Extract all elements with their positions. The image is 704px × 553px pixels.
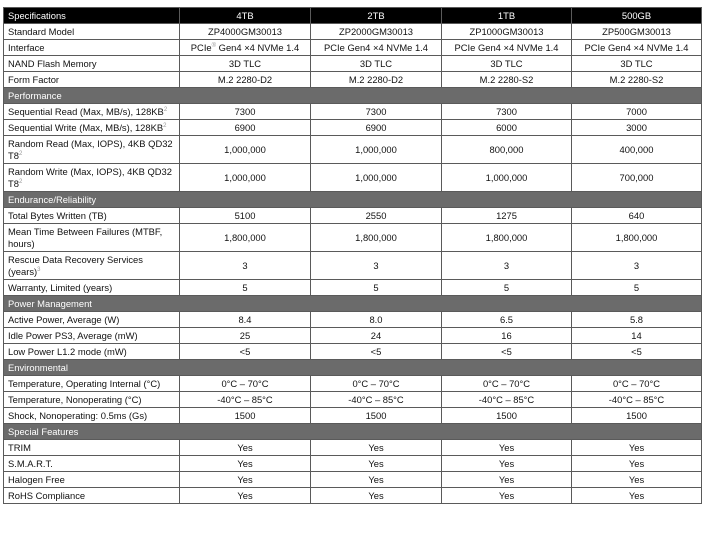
label-text: Random Write (Max, IOPS), 4KB QD32 T8	[8, 165, 172, 189]
cell-value: 7300	[442, 104, 572, 120]
cell-value: 1,800,000	[572, 224, 702, 252]
row-smart	[4, 456, 702, 472]
cell-value: 3	[572, 252, 702, 280]
cell-value: 1500	[442, 408, 572, 424]
cell-value: 1500	[180, 408, 311, 424]
cell-value: -40°C – 85°C	[572, 392, 702, 408]
cell-value: M.2 2280-S2	[572, 72, 702, 88]
cell-value: PCIe Gen4 ×4 NVMe 1.4	[442, 40, 572, 56]
section-title: Environmental	[4, 360, 702, 376]
footnote-mark: 2	[18, 178, 23, 185]
cell-value: 5	[572, 280, 702, 296]
label-text: Sequential Read (Max, MB/s), 128KB	[8, 105, 164, 117]
cell-value: Yes	[442, 456, 572, 472]
row-label: Shock, Nonoperating: 0.5ms (Gs)	[4, 408, 180, 424]
cell-value: 24	[311, 328, 442, 344]
cell-value: ZP500GM30013	[572, 24, 702, 40]
cell-value: 3	[180, 252, 311, 280]
row-label: Mean Time Between Failures (MTBF, hours)	[4, 224, 180, 252]
cell-value: 400,000	[572, 136, 702, 164]
cell-value: 3D TLC	[572, 56, 702, 72]
cell-value: 1,000,000	[442, 164, 572, 192]
row-interface	[4, 40, 702, 56]
cell-value: 1275	[442, 208, 572, 224]
cell-value: PCIe Gen4 ×4 NVMe 1.4	[572, 40, 702, 56]
cell-value: 7300	[311, 104, 442, 120]
row-form-factor	[4, 72, 702, 88]
cell-value: 5.8	[572, 312, 702, 328]
interface-rest: Gen4 ×4 NVMe 1.4	[218, 41, 300, 53]
cell-value: ZP4000GM30013	[180, 24, 311, 40]
section-environmental	[4, 360, 702, 376]
row-label	[4, 136, 180, 164]
cell-value: PCIe® Gen4 ×4 NVMe 1.4	[180, 40, 311, 56]
cell-value: -40°C – 85°C	[442, 392, 572, 408]
row-label: Total Bytes Written (TB)	[4, 208, 180, 224]
cell-value: 7300	[180, 104, 311, 120]
cell-value: 3D TLC	[311, 56, 442, 72]
cell-value: 25	[180, 328, 311, 344]
cell-value: Yes	[311, 456, 442, 472]
capacity-500gb: 500GB	[572, 8, 702, 24]
cell-value: 6900	[311, 120, 442, 136]
cell-value: Yes	[311, 488, 442, 504]
row-label: Temperature, Operating Internal (°C)	[4, 376, 180, 392]
row-label	[4, 120, 180, 136]
cell-value: 5100	[180, 208, 311, 224]
cell-value: 1,000,000	[311, 164, 442, 192]
row-mtbf	[4, 224, 702, 252]
row-rohs	[4, 488, 702, 504]
cell-value: 3	[442, 252, 572, 280]
footnote-mark: 3	[37, 266, 41, 273]
cell-value: 0°C – 70°C	[572, 376, 702, 392]
cell-value: -40°C – 85°C	[180, 392, 311, 408]
cell-value: 1,800,000	[180, 224, 311, 252]
section-title: Performance	[4, 88, 702, 104]
cell-value: Yes	[572, 488, 702, 504]
row-active-power	[4, 312, 702, 328]
cell-value: 1500	[311, 408, 442, 424]
row-idle-power	[4, 328, 702, 344]
row-label	[4, 164, 180, 192]
cell-value: Yes	[180, 488, 311, 504]
row-label: Temperature, Nonoperating (°C)	[4, 392, 180, 408]
row-trim	[4, 440, 702, 456]
cell-value: Yes	[442, 472, 572, 488]
cell-value: 1,800,000	[442, 224, 572, 252]
footnote-mark: 2	[163, 106, 168, 113]
cell-value: 0°C – 70°C	[442, 376, 572, 392]
cell-value: Yes	[180, 472, 311, 488]
cell-value: M.2 2280-D2	[180, 72, 311, 88]
footnote-mark: 2	[163, 122, 167, 129]
row-rand-write	[4, 164, 702, 192]
cell-value: 16	[442, 328, 572, 344]
row-seq-read	[4, 104, 702, 120]
specifications-table	[3, 7, 702, 504]
label-text: Random Read (Max, IOPS), 4KB QD32 T8	[8, 137, 173, 161]
cell-value: M.2 2280-S2	[442, 72, 572, 88]
cell-value: 800,000	[442, 136, 572, 164]
row-label: Form Factor	[4, 72, 180, 88]
cell-value: <5	[180, 344, 311, 360]
row-tbw	[4, 208, 702, 224]
cell-value: 1,000,000	[180, 164, 311, 192]
cell-value: 5	[180, 280, 311, 296]
row-label	[4, 104, 180, 120]
row-label: Warranty, Limited (years)	[4, 280, 180, 296]
cell-value: Yes	[311, 472, 442, 488]
row-seq-write	[4, 120, 702, 136]
cell-value: 1,000,000	[180, 136, 311, 164]
row-label	[4, 252, 180, 280]
capacity-2tb: 2TB	[311, 8, 442, 24]
cell-value: ZP1000GM30013	[442, 24, 572, 40]
capacity-4tb: 4TB	[180, 8, 311, 24]
cell-value: 3D TLC	[442, 56, 572, 72]
section-title: Power Management	[4, 296, 702, 312]
cell-value: ZP2000GM30013	[311, 24, 442, 40]
registered-mark: ®	[211, 42, 217, 49]
row-halogen-free	[4, 472, 702, 488]
header-label: Specifications	[4, 8, 180, 24]
header-row	[4, 8, 702, 24]
row-standard-model	[4, 24, 702, 40]
cell-value: 0°C – 70°C	[180, 376, 311, 392]
cell-value: 8.4	[180, 312, 311, 328]
cell-value: M.2 2280-D2	[311, 72, 442, 88]
section-power	[4, 296, 702, 312]
row-warranty	[4, 280, 702, 296]
row-label: Halogen Free	[4, 472, 180, 488]
cell-value: 3	[311, 252, 442, 280]
row-label: S.M.A.R.T.	[4, 456, 180, 472]
cell-value: Yes	[572, 456, 702, 472]
row-label: NAND Flash Memory	[4, 56, 180, 72]
cell-value: 8.0	[311, 312, 442, 328]
row-temp-nonoperating	[4, 392, 702, 408]
cell-value: 6000	[442, 120, 572, 136]
cell-value: 3000	[572, 120, 702, 136]
section-title: Endurance/Reliability	[4, 192, 702, 208]
cell-value: Yes	[311, 440, 442, 456]
cell-value: 14	[572, 328, 702, 344]
row-label: Idle Power PS3, Average (mW)	[4, 328, 180, 344]
cell-value: Yes	[442, 440, 572, 456]
cell-value: Yes	[442, 488, 572, 504]
cell-value: 1500	[572, 408, 702, 424]
footnote-mark: 2	[18, 150, 23, 157]
cell-value: -40°C – 85°C	[311, 392, 442, 408]
row-low-power	[4, 344, 702, 360]
cell-value: 1,800,000	[311, 224, 442, 252]
row-nand	[4, 56, 702, 72]
cell-value: Yes	[572, 472, 702, 488]
label-text: Sequential Write (Max, MB/s), 128KB	[8, 121, 164, 133]
cell-value: PCIe Gen4 ×4 NVMe 1.4	[311, 40, 442, 56]
cell-value: Yes	[180, 440, 311, 456]
cell-value: 6900	[180, 120, 311, 136]
row-rescue	[4, 252, 702, 280]
capacity-1tb: 1TB	[442, 8, 572, 24]
section-performance	[4, 88, 702, 104]
cell-value: 3D TLC	[180, 56, 311, 72]
cell-value: 7000	[572, 104, 702, 120]
cell-value: 1,000,000	[311, 136, 442, 164]
row-label: Active Power, Average (W)	[4, 312, 180, 328]
section-title: Special Features	[4, 424, 702, 440]
cell-value: Yes	[572, 440, 702, 456]
section-endurance	[4, 192, 702, 208]
row-rand-read	[4, 136, 702, 164]
row-label: TRIM	[4, 440, 180, 456]
cell-value: <5	[442, 344, 572, 360]
section-special-features	[4, 424, 702, 440]
row-label: RoHS Compliance	[4, 488, 180, 504]
label-text: Rescue Data Recovery Services (years)	[8, 253, 143, 277]
row-temp-operating	[4, 376, 702, 392]
row-shock	[4, 408, 702, 424]
row-label: Low Power L1.2 mode (mW)	[4, 344, 180, 360]
cell-value: <5	[572, 344, 702, 360]
cell-value: 2550	[311, 208, 442, 224]
cell-value: <5	[311, 344, 442, 360]
cell-value: 640	[572, 208, 702, 224]
row-label: Standard Model	[4, 24, 180, 40]
cell-value: 700,000	[572, 164, 702, 192]
cell-value: 6.5	[442, 312, 572, 328]
row-label: Interface	[4, 40, 180, 56]
cell-value: 5	[311, 280, 442, 296]
cell-value: 5	[442, 280, 572, 296]
cell-value: Yes	[180, 456, 311, 472]
cell-value: 0°C – 70°C	[311, 376, 442, 392]
